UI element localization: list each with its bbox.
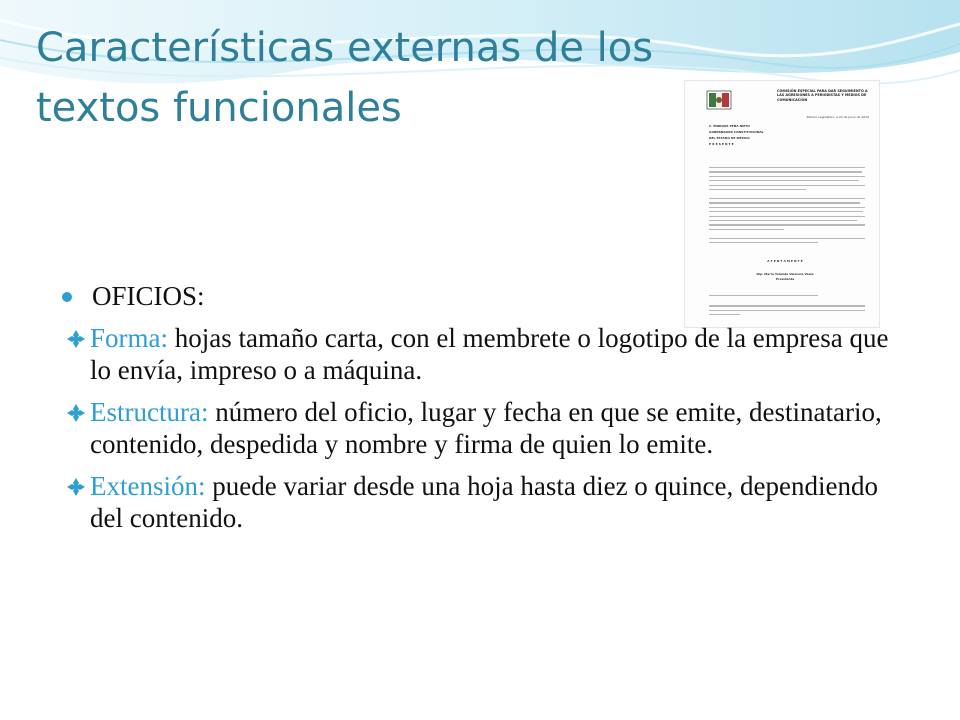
recipient-line: GOBERNADOR CONSTITUCIONAL (709, 130, 764, 134)
list-item-forma (62, 322, 892, 386)
item-label: Forma: (90, 323, 168, 353)
slide-title-line-2: textos funcionales (36, 85, 402, 131)
item-label: Estructura: (90, 397, 209, 427)
text-line (709, 207, 865, 208)
text-line (709, 224, 865, 225)
text-line (709, 238, 865, 239)
document-date: Palacio Legislativo, a 24 de Junio de 2010 (806, 115, 869, 119)
slide-title-line-1: Características externas de los (36, 25, 654, 71)
text-line (709, 185, 865, 186)
item-text: hojas tamaño carta, con el membrete o logotipo de la empresa que lo envía, impreso o a máquina. (90, 323, 889, 385)
text-line (709, 171, 862, 172)
item-text: puede variar desde una hoja hasta diez o quince, dependiendo del contenido. (90, 471, 878, 533)
recipient-line: DEL ESTADO DE MÉXICO (709, 136, 750, 140)
text-line (709, 220, 857, 221)
item-label: Extensión: (90, 471, 206, 501)
bullet-dot-icon (62, 292, 72, 302)
document-recipient (709, 123, 809, 147)
diamond-bullet-icon (66, 403, 86, 423)
recipient-line: C. ENRIQUE PEÑA NIETO (709, 124, 750, 128)
diamond-bullet-icon (66, 477, 86, 497)
item-text: número del oficio, lugar y fecha en que se emite, destinatario, contenido, despedida y nombre y firma de quien lo emite. (90, 397, 882, 459)
text-line (709, 198, 865, 199)
bullet-text: OFICIOS: (92, 281, 205, 311)
closing-text: A T E N T A M E N T E (767, 259, 803, 263)
text-line (709, 229, 784, 230)
signer-role: Presidenta (775, 277, 795, 281)
text-line (709, 202, 860, 203)
bullet-oficios (62, 280, 892, 312)
seal-logo-icon (705, 89, 733, 111)
text-line (709, 216, 865, 217)
text-line (709, 242, 818, 243)
text-line (709, 167, 865, 168)
document-signature-block (745, 259, 825, 282)
list-item-extension (62, 470, 892, 534)
signer-name: Dip. María Yolanda Valencia Vales (756, 272, 814, 276)
text-line (709, 180, 859, 181)
text-line (709, 211, 863, 212)
text-line (709, 176, 865, 177)
text-line (709, 189, 806, 190)
list-item-estructura (62, 396, 892, 460)
document-body-text (709, 167, 865, 251)
slide-content (62, 280, 892, 544)
diamond-bullet-icon (66, 329, 86, 349)
document-heading: COMISIÓN ESPECIAL PARA DAR SEGUIMIENTO A LAS AGRESIONES A PERIODISTAS Y MEDIOS DE COMUNICACIÓN (777, 89, 868, 102)
recipient-line: P R E S E N T E (709, 142, 734, 146)
